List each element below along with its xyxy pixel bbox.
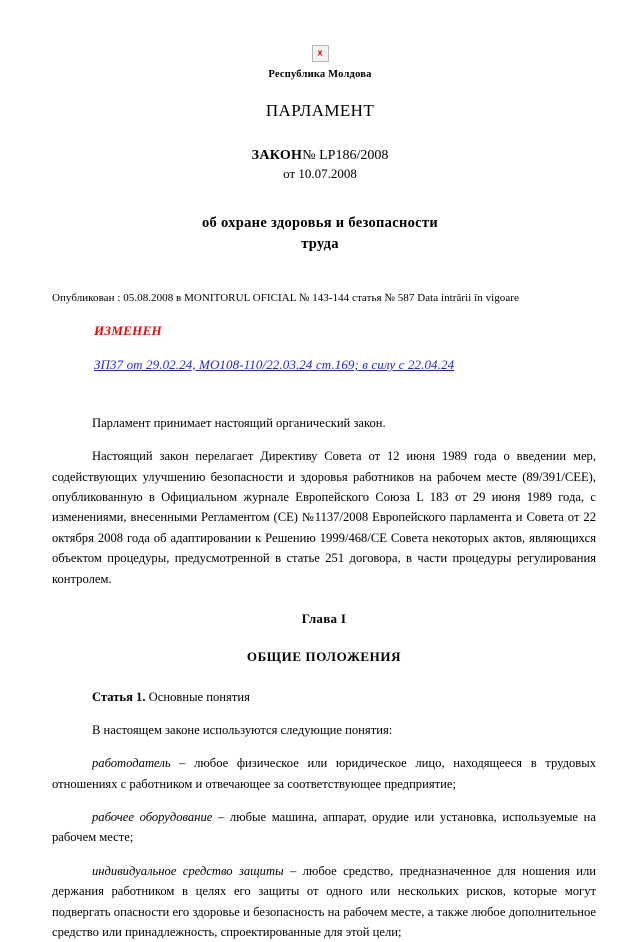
definition-text: – любое физическое или юридическое лицо, находящееся в трудовых отношениях с работником и отвечающее за соответствующее предприятие; [52,756,596,791]
broken-image-container [0,0,640,62]
amendment-status-badge: ИЗМЕНЕН [94,322,162,338]
definition-item [52,807,596,848]
document-title [0,213,640,255]
document-title-line2: труда [301,236,339,253]
amendment-reference-link[interactable]: ЗП37 от 29.02.24, МО108-110/22.03.24 ст.169; в силу с 22.04.24 [94,356,455,372]
definition-item [52,753,596,794]
law-date: от 10.07.2008 [283,166,357,181]
institution-heading: ПАРЛАМЕНТ [265,101,375,120]
article-name: Основные понятия [148,690,250,704]
paragraph-article-lead: В настоящем законе используются следующие понятия: [92,722,393,737]
article-number: Статья 1. [92,690,146,704]
document-title-line1: об охране здоровья и безопасности [202,215,438,231]
definition-term: рабочее оборудование [92,810,213,825]
chapter-number: Глава I [301,611,347,626]
definition-item [52,861,596,942]
republic-heading: Республика Молдова [268,69,372,80]
paragraph-directive: Настоящий закон перелагает Директиву Совета от 12 июня 1989 года о введении мер, содействующих улучшению безопасности и здоровья работников на рабочем месте (89/391/CEE), опубликованную в Официальном журнале Европейского Союза L 183 от 29 июня 1989 года, с изменениями, внесенными Регламентом (CE) №1137/2008 Европейского парламента и Совета от 22 октября 2008 года об адаптировании к Решению 1999/468/CE Совета некоторых актов, являющихся объектом процедуры, предусмотренной в статье 251 договора, в части процедуры регулирования контролем. [52,449,596,586]
law-number-line [0,148,640,164]
definition-text: – любое средство, предназначенное для ношения или держания работником в целях его защиты от одного или нескольких рисков, которые могут подвергать опасности его здоровье и безопасность на рабочем месте, а также любое дополнительное средство или принадлежность, спроектированные для этой цели; [52,863,596,940]
article-heading [52,688,596,707]
publication-info: Опубликован : 05.08.2008 в MONITORUL OFICIAL № 143-144 статья № 587 Data intrării în vigoare [52,292,519,305]
law-number: № LP186/2008 [302,148,389,163]
broken-image-x-glyph: x [317,47,323,58]
law-word: ЗАКОН [251,148,303,163]
definition-text: – любые машина, аппарат, орудие или установка, используемые на рабочем месте; [52,810,596,845]
definition-term: индивидуальное средство защиты [92,863,284,878]
paragraph-intro: Парламент принимает настоящий органический закон. [92,415,386,430]
definition-term: работодатель [92,756,171,771]
broken-image-icon [312,45,329,62]
document-body [52,413,596,942]
chapter-title: ОБЩИЕ ПОЛОЖЕНИЯ [246,649,402,664]
